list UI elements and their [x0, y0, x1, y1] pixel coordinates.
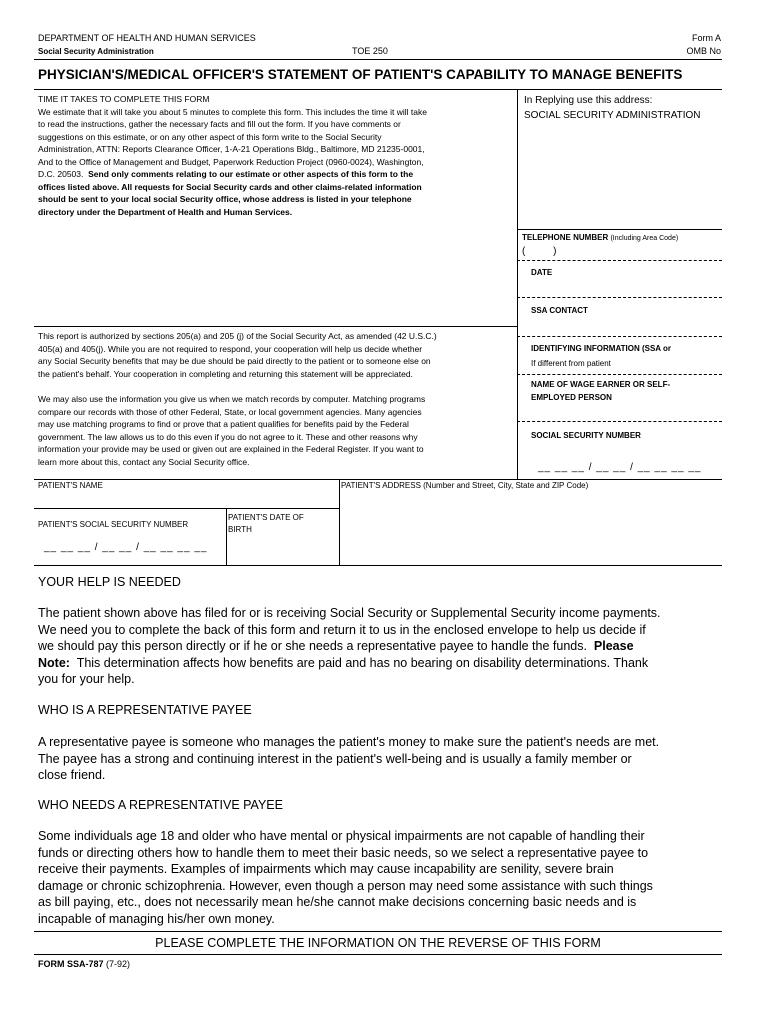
omb-number: OMB No	[686, 46, 721, 56]
time-line: And to the Office of Management and Budget, Paperwork Reduction Project (0960-0024), Washington,	[38, 156, 424, 167]
telephone-label: TELEPHONE NUMBER	[522, 233, 609, 242]
who-is-paragraph	[38, 734, 659, 784]
who-is-line: A representative payee is someone who manages the patient's money to make sure the patient's needs are met.	[38, 735, 660, 749]
ssa-contact-label: SSA CONTACT	[531, 306, 588, 315]
help-line-text: we should pay this person directly or if he or she needs a representative payee to handle the funds.	[38, 639, 587, 653]
who-needs-line: receive their payments. Examples of impairments which may cause incapability are senility, severe brain	[38, 862, 614, 876]
time-line: to read the instructions, gather the necessary facts and fill out the form. If you have comments or	[38, 119, 401, 129]
reply-line: In Replying use this address:	[524, 95, 653, 106]
patient-name-field[interactable]	[35, 480, 339, 508]
dob-line: PATIENT'S DATE OF	[228, 513, 304, 522]
authority-line: information your provide may be used or given out are explained in the Federal Register. If you want to	[38, 444, 424, 454]
department-name: DEPARTMENT OF HEALTH AND HUMAN SERVICES	[38, 33, 256, 43]
dob-line: BIRTH	[228, 525, 252, 534]
patient-ssn-input[interactable]: __ __ __ / __ __ / __ __ __ __	[44, 542, 208, 553]
patient-name-label: PATIENT'S NAME	[38, 481, 103, 490]
who-needs-line: incapable of managing his/her own money.	[38, 911, 275, 926]
time-bold-line: offices listed above. All requests for Social Security cards and other claims-related information	[38, 181, 422, 192]
time-line: suggestions on this estimate, or on any other aspect of this form write to the Social Security	[38, 131, 382, 142]
who-needs-heading: WHO NEEDS A REPRESENTATIVE PAYEE	[38, 798, 283, 812]
footer-rule	[34, 954, 722, 955]
authority-rule	[34, 326, 517, 327]
patient-address-label: PATIENT'S ADDRESS (Number and Street, City, State and ZIP Code)	[341, 481, 589, 490]
note-line	[38, 655, 728, 672]
who-needs-paragraph	[38, 828, 653, 927]
help-line: you for your help.	[38, 672, 135, 686]
authority-line: may use matching programs to find or prove that a patient qualifies for benefits paid by the Federal	[38, 419, 409, 429]
who-needs-line: damage or chronic schizophrenia. However, even though a person may need some assistance with such things	[38, 878, 653, 893]
patient-dob-field[interactable]	[227, 509, 339, 565]
help-line: We need you to complete the back of this form and return it to us in the enclosed envelope to help us decide if	[38, 622, 646, 637]
telephone-parens: ( )	[522, 246, 557, 257]
patient-address-field[interactable]	[340, 480, 722, 565]
reply-address	[524, 93, 701, 123]
authority-line: any Social Security benefits that may be due should be paid directly to the patient or to someone else on	[38, 356, 431, 366]
reply-line: SOCIAL SECURITY ADMINISTRATION	[524, 110, 701, 121]
who-needs-line: funds or directing others how to handle them to meet their basic needs, so we select a representative payee to	[38, 845, 649, 860]
please-text: Please	[593, 639, 634, 653]
reverse-rule	[34, 931, 722, 932]
telephone-field[interactable]	[522, 233, 678, 242]
ssn-label: SOCIAL SECURITY NUMBER	[531, 431, 641, 440]
time-line: Administration, ATTN: Reports Clearance Officer, 1-A-21 Operations Bldg., Baltimore, MD 21235-0001,	[38, 144, 425, 154]
authority-line: This report is authorized by sections 205(a) and 205 (j) of the Social Security Act, as amended (42 U.S.C.)	[38, 331, 437, 341]
identifying-note: If different from patient	[531, 359, 611, 368]
who-is-line: The payee has a strong and continuing interest in the patient's well-being and is usually a family member or	[38, 751, 632, 766]
date-rule	[517, 297, 722, 298]
who-needs-line: as bill paying, etc., does not necessarily mean he/she cannot make decisions concerning basic needs and is	[38, 895, 637, 909]
ssa-contact-rule	[517, 336, 722, 337]
form-id: FORM SSA-787	[38, 959, 104, 969]
time-line: We estimate that it will take you about 5 minutes to complete this form. This includes the time it will take	[38, 106, 427, 117]
agency-name: Social Security Administration	[38, 47, 154, 56]
authority-line: 405(a) and 405(j). While you are not required to respond, your cooperation will help us decide whether	[38, 343, 423, 354]
authority-notice	[38, 330, 514, 468]
identifying-rule	[517, 374, 722, 375]
authority-line: compare our records with those of other Federal, State, or local government agencies. Many agencies	[38, 406, 422, 417]
help-heading: YOUR HELP IS NEEDED	[38, 575, 181, 589]
date-label: DATE	[531, 268, 553, 277]
time-line-text: D.C. 20503.	[38, 169, 84, 179]
who-needs-line: Some individuals age 18 and older who have mental or physical impairments are not capable of handling their	[38, 829, 645, 843]
title-rule	[34, 89, 722, 90]
header-rule	[34, 59, 722, 60]
time-bold-text: Send only comments relating to our estimate or other aspects of this form to the	[88, 169, 414, 179]
form-number	[38, 959, 130, 969]
reply-rule	[517, 229, 722, 230]
help-line: The patient shown above has filed for or is receiving Social Security or Supplemental Security income payments.	[38, 606, 661, 620]
authority-line: the patient's behalf. Your cooperation in completing and returning this statement will be appreciated.	[38, 368, 413, 379]
toe-number: TOE 250	[352, 46, 388, 56]
patient-bottom-rule	[34, 565, 722, 566]
authority-line: government. The law allows us to do this even if you do not agree to it. These and other reasons why	[38, 431, 418, 442]
time-bold-line: should be sent to your local social Security office, whose address is listed in your telephone	[38, 194, 412, 204]
form-date: (7-92)	[106, 959, 131, 969]
ssn-input[interactable]: __ __ __ / __ __ / __ __ __ __	[538, 462, 702, 473]
wage-earner-field[interactable]	[517, 377, 722, 421]
time-notice	[38, 93, 514, 218]
who-is-heading: WHO IS A REPRESENTATIVE PAYEE	[38, 703, 252, 717]
time-heading: TIME IT TAKES TO COMPLETE THIS FORM	[38, 94, 210, 104]
telephone-rule	[517, 260, 722, 261]
ssa-contact-field[interactable]	[517, 299, 722, 336]
time-bold-line: directory under the Department of Health and Human Services.	[38, 206, 293, 217]
note-label: Note:	[38, 655, 70, 670]
note-text: This determination affects how benefits are paid and has no bearing on disability determinations. Thank	[76, 655, 649, 670]
identifying-label: IDENTIFYING INFORMATION (SSA or	[531, 344, 671, 353]
wage-earner-line: NAME OF WAGE EARNER OR SELF-	[531, 380, 671, 389]
wage-earner-rule	[517, 421, 722, 422]
who-is-line: close friend.	[38, 768, 106, 782]
time-line	[38, 168, 514, 181]
patient-ssn-label: PATIENT'S SOCIAL SECURITY NUMBER	[38, 520, 189, 529]
authority-line: learn more about this, contact any Social Security office.	[38, 456, 250, 467]
wage-earner-line: EMPLOYED PERSON	[531, 392, 612, 402]
date-field[interactable]	[517, 262, 722, 297]
reverse-instruction: PLEASE COMPLETE THE INFORMATION ON THE REVERSE OF THIS FORM	[155, 936, 601, 950]
form-a-label: Form A	[691, 33, 721, 43]
help-paragraph	[38, 605, 728, 688]
authority-line: We may also use the information you give us when we match records by computer. Matching programs	[38, 394, 426, 404]
form-title: PHYSICIAN'S/MEDICAL OFFICER'S STATEMENT OF PATIENT'S CAPABILITY TO MANAGE BENEFITS	[38, 67, 683, 82]
telephone-note: (Including Area Code)	[610, 235, 679, 242]
help-line	[38, 638, 728, 655]
